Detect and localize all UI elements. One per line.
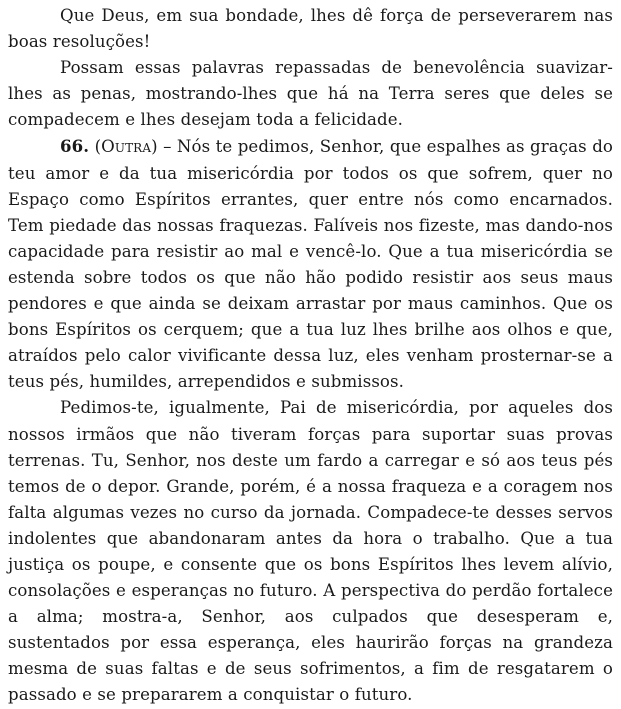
close-paren: )	[151, 137, 158, 157]
paragraph-text: Possam essas palavras repassadas de benevolência suavizar-lhes as penas, mostrando-lhes que há na Terra seres que deles se compadecem e lhes desejam toda a felicidade.	[8, 58, 613, 130]
paragraph-2	[8, 55, 613, 133]
paragraph-text: Pedimos-te, igualmente, Pai de misericórdia, por aqueles dos nossos irmãos que não tiveram forças para suportar suas provas terrenas. Tu, Senhor, nos deste um fardo a carregar e só aos teus pés temos de o depor. Grande, porém, é a nossa fraqueza e a coragem nos falta algumas vezes no curso da jornada. Compadece-te desses servos indolentes que abandonaram antes da hora o trabalho. Que a tua justiça os poupe, e consente que os bons Espíritos lhes levem alívio, consolações e esperanças no futuro. A perspectiva do perdão fortalece a alma; mostra-a, Senhor, aos culpados que desesperam e, sustentados por essa esperança, eles haurirão forças na grandeza mesma de suas faltas e de seus sofrimentos, a fim de resgatarem o passado e se prepararem a conquistar o futuro.	[8, 398, 613, 705]
paragraph-66	[8, 133, 613, 395]
paragraph-1	[8, 3, 613, 55]
open-paren: (	[94, 137, 102, 157]
paragraph-text: – Nós te pedimos, Senhor, que espalhes as graças do teu amor e da tua misericórdia por todos os que sofrem, quer no Espaço como Espíritos errantes, quer entre nós como encarnados. Tem piedade das nossas fraquezas. Falíveis nos fizeste, mas dando-nos capacidade para resistir ao mal e vencê-lo. Que a tua misericórdia se estenda sobre todos os que não hão podido resistir aos seus maus pendores e que ainda se deixam arrastar por maus caminhos. Que os bons Espíritos os cerquem; que a tua luz lhes brilhe aos olhos e que, atraídos pelo calor vivificante dessa luz, eles venham prosternar-se a teus pés, humildes, arrependidos e submissos.	[8, 137, 614, 392]
prayer-number: 66.	[60, 136, 90, 157]
paragraph-text: Que Deus, em sua bondade, lhes dê força de perseverarem nas boas resoluções!	[8, 6, 613, 52]
paragraph-4	[8, 395, 613, 708]
prayer-tag: Outra	[101, 137, 152, 157]
document-page	[8, 3, 613, 709]
